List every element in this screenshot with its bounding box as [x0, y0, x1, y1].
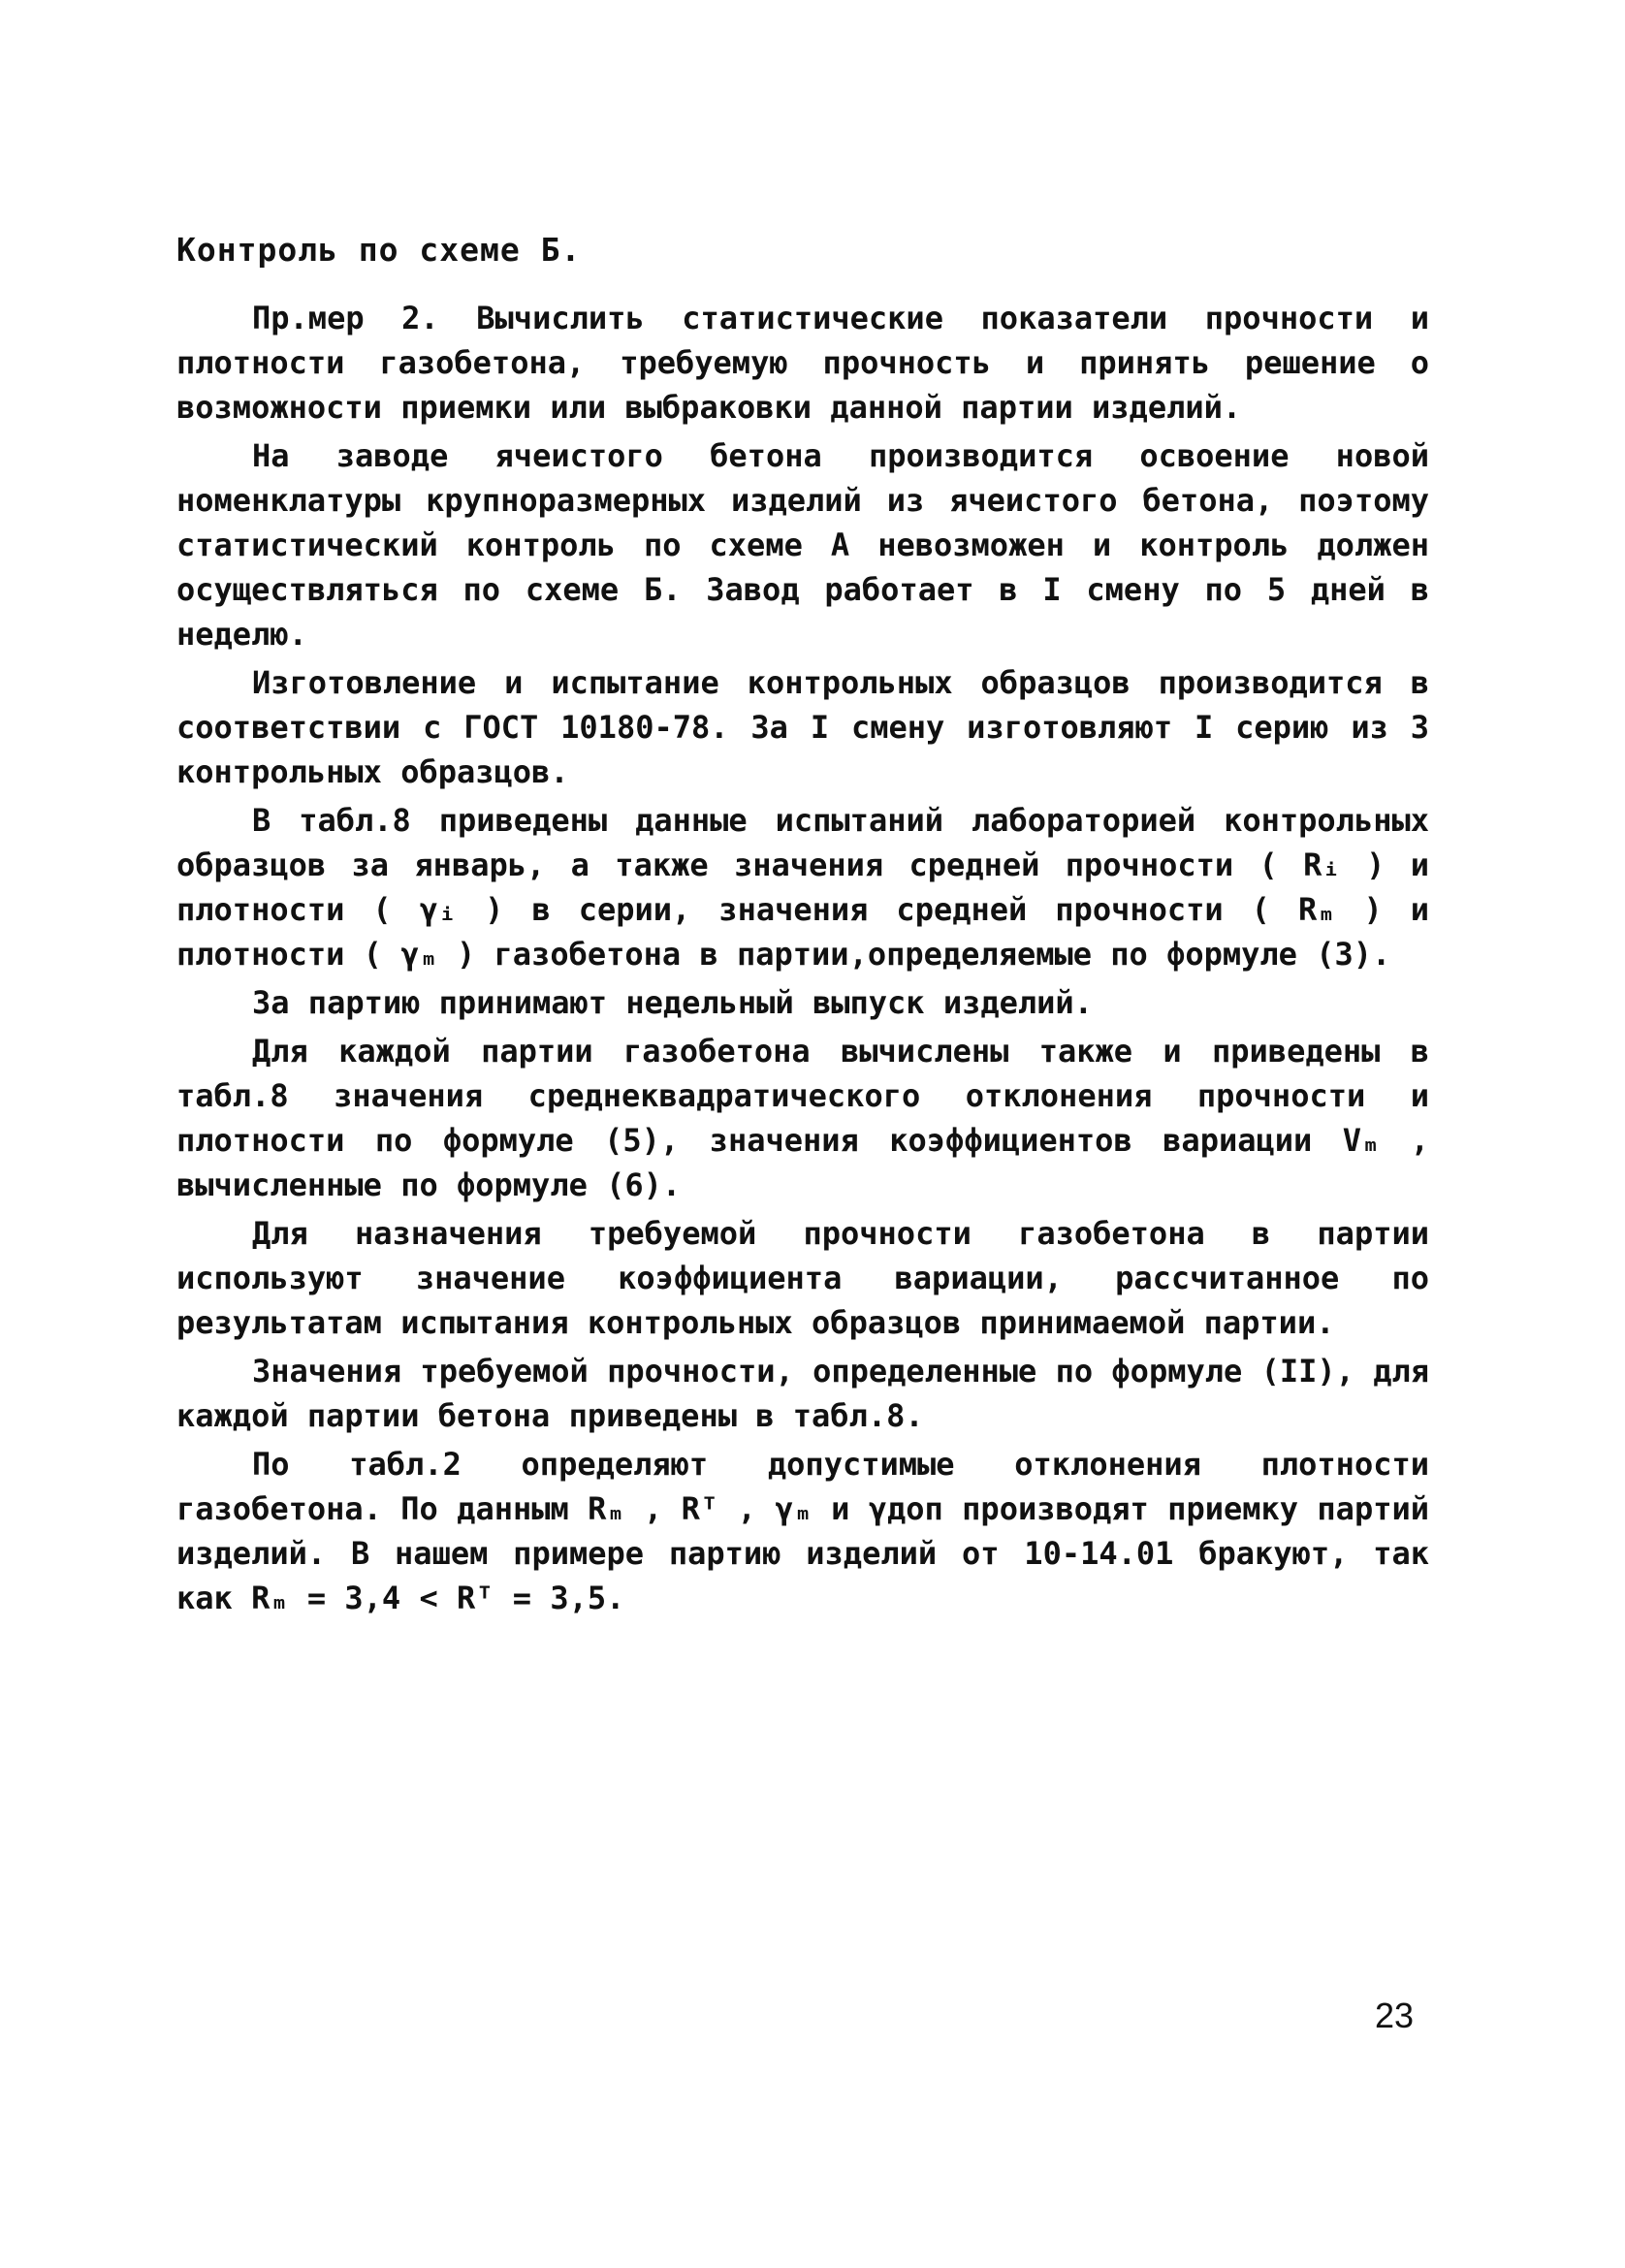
paragraph-deviation: Для каждой партии газобетона вычислены также и приведены в табл.8 значения среднеквадратического отклонения прочности и плотности по формуле (5), значения коэффициентов вариации Vₘ , вычисленные по формуле (6).: [176, 1033, 1429, 1203]
paragraph-batch: За партию принимают недельный выпуск изделий.: [252, 984, 1093, 1021]
paragraph-table-8: В табл.8 приведены данные испытаний лабораторией контрольных образцов за январь, а также значения средней прочности ( Rᵢ ) и плотности ( γᵢ ) в серии, значения средней прочности ( Rₘ ) и плотности ( γₘ ) газобетона в партии,определяемые по формуле (3).: [176, 802, 1429, 973]
paragraph-example-2: Пр.мер 2. Вычислить статистические показатели прочности и плотности газобетона, требуемую прочность и принять решение о возможности приемки или выбраковки данной партии изделий.: [176, 300, 1429, 426]
paragraph-factory: На заводе ячеистого бетона производится освоение новой номенклатуры крупноразмерных изделий из ячеистого бетона, поэтому статистический контроль по схеме А невозможен и контроль должен осуществляться по схеме Б. Завод работает в I смену по 5 дней в неделю.: [176, 437, 1429, 653]
paragraph-required-strength: Для назначения требуемой прочности газобетона в партии используют значение коэффициента вариации, рассчитанное по результатам испытания контрольных образцов принимаемой партии.: [176, 1215, 1429, 1341]
body-text: [176, 296, 1429, 1620]
section-heading: Контроль по схеме Б.: [176, 231, 582, 269]
paragraph-samples: Изготовление и испытание контрольных образцов производится в соответствии с ГОСТ 10180-78. За I смену изготовляют I серию из 3 контрольных образцов.: [176, 664, 1429, 790]
paragraph-acceptance: По табл.2 определяют допустимые отклонения плотности газобетона. По данным Rₘ , Rᵀ , γₘ и γдоп производят приемку партий изделий. В нашем примере партию изделий от 10-14.01 бракуют, так как Rₘ = 3,4 < Rᵀ = 3,5.: [176, 1446, 1429, 1616]
page-number: 23: [1375, 1996, 1415, 2035]
paragraph-formula-11: Значения требуемой прочности, определенные по формуле (II), для каждой партии бетона приведены в табл.8.: [176, 1353, 1429, 1434]
